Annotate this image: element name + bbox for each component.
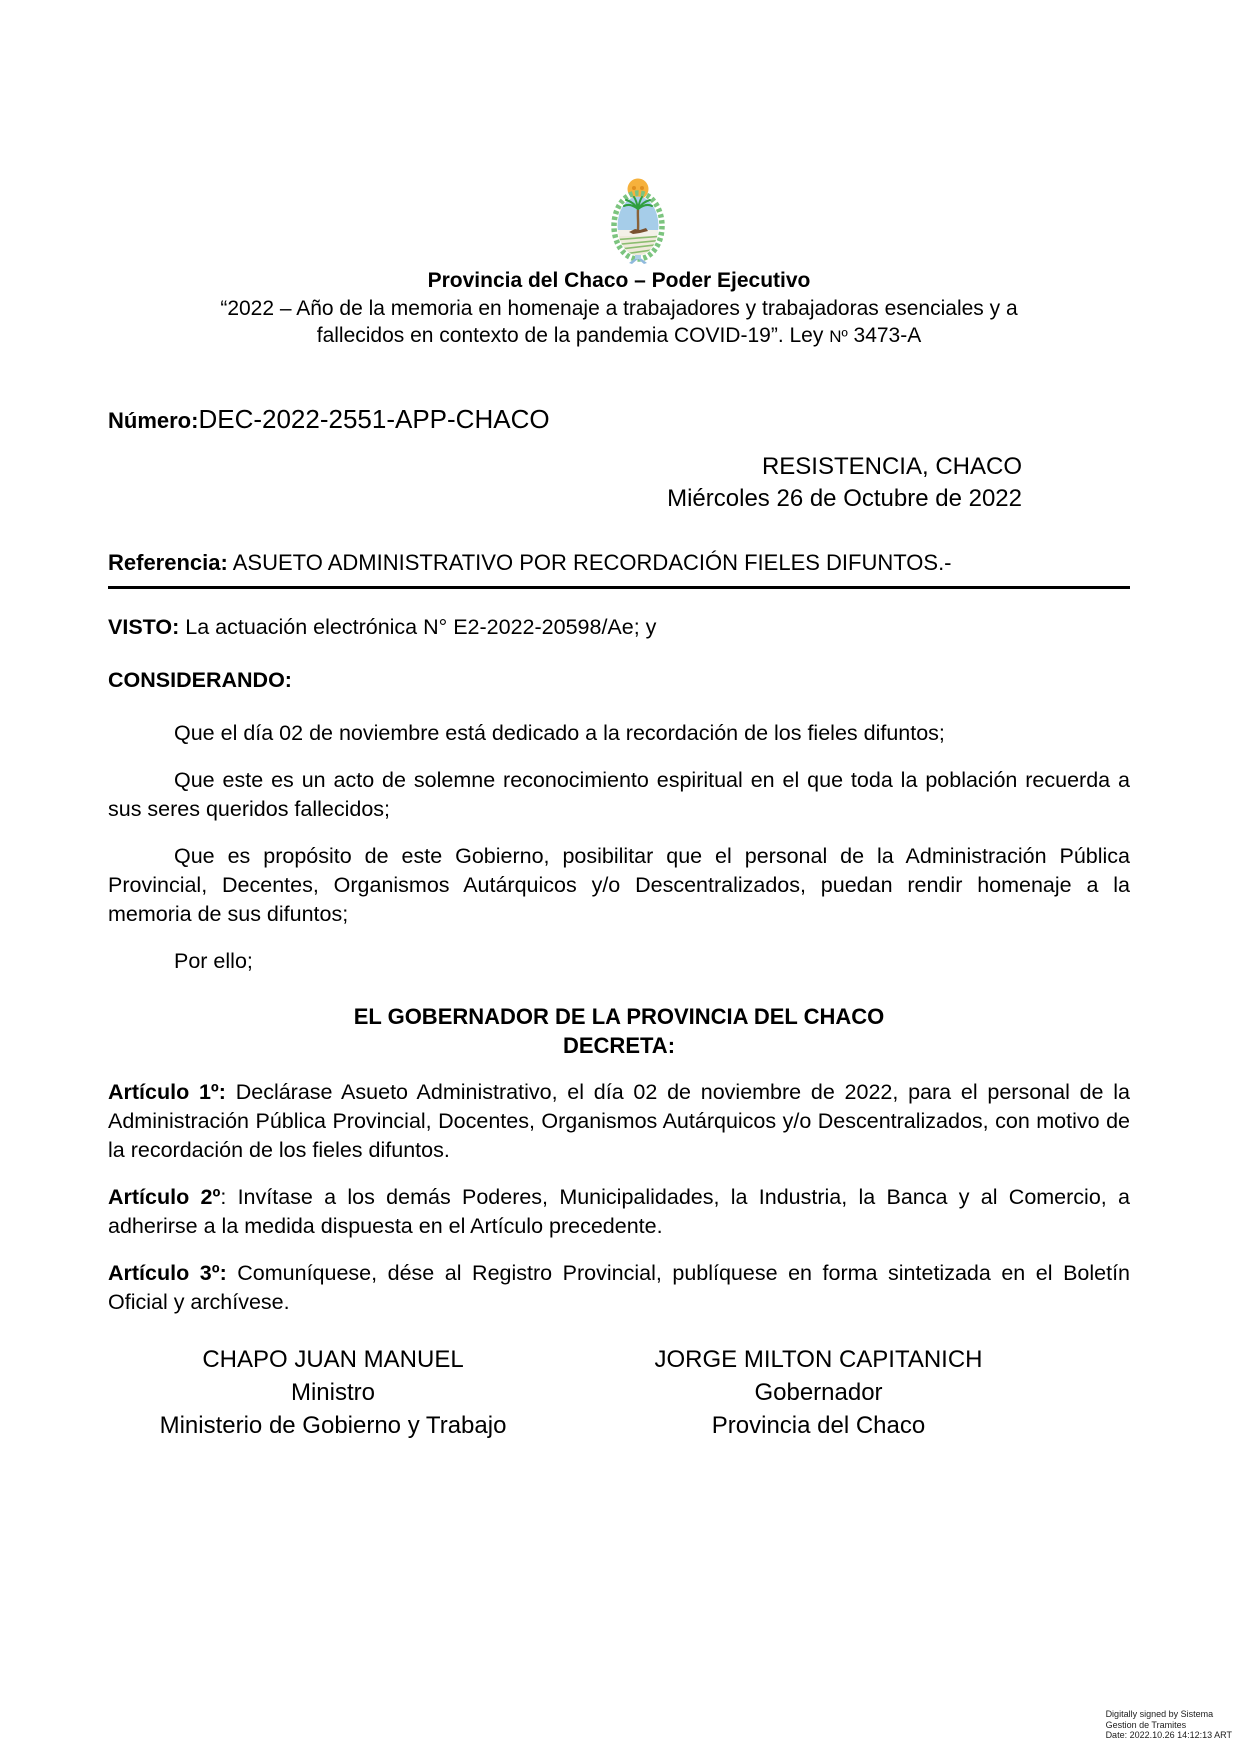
place-date-block (108, 451, 1130, 515)
digital-signature-stamp (1106, 1709, 1232, 1741)
governor-role: Gobernador (754, 1379, 883, 1406)
decree-number: DEC-2022-2551-APP-CHACO (198, 404, 550, 434)
governor-org: Provincia del Chaco (711, 1412, 926, 1439)
stamp-line1: Digitally signed by Sistema (1105, 1709, 1214, 1719)
stamp-line2: Gestion de Tramites (1105, 1719, 1187, 1730)
article-1-text: Declárase Asueto Administrativo, el día 02 de noviembre de 2022, para el personal de la Administración Pública Provincial, Docentes, Organismos Autárquicos y/o Descentralizados, con motivo de la recordación de los fieles difuntos. (108, 1080, 1130, 1162)
signature-governor (566, 1343, 1071, 1442)
por-ello-line: Por ello; (174, 949, 253, 973)
stamp-line3: Date: 2022.10.26 14:12:13 ART (1105, 1730, 1232, 1740)
considerando-paragraph-3: Que es propósito de este Gobierno, posibilitar que el personal de la Administración Pública Provincial, Decentes, Organismos Autárquicos y/o Descentralizados, puedan rendir homenaje a la memoria de sus difuntos; (108, 844, 1130, 926)
motto-ley-no: Nº (829, 327, 848, 346)
considerando-paragraph-1: Que el día 02 de noviembre está dedicado a la recordación de los fieles difuntos; (174, 721, 945, 745)
signature-block (108, 1343, 1130, 1442)
motto-line1: “2022 – Año de la memoria en homenaje a trabajadores y trabajadoras esenciales y a (220, 297, 1018, 320)
minister-name: CHAPO JUAN MANUEL (202, 1346, 464, 1373)
motto-ley-number: 3473-A (847, 324, 922, 347)
decree-heading-line2: DECRETA: (562, 1033, 676, 1058)
decree-heading-line1: EL GOBERNADOR DE LA PROVINCIA DEL CHACO (353, 1004, 885, 1029)
date-line: Miércoles 26 de Octubre de 2022 (667, 485, 1022, 512)
visto-text: La actuación electrónica N° E2-2022-20598/Ae; y (179, 615, 657, 639)
reference-label: Referencia: (108, 550, 228, 575)
header-year-motto (108, 295, 1130, 350)
considerando-label: CONSIDERANDO: (108, 668, 292, 692)
city-line: RESISTENCIA, CHACO (761, 453, 1022, 480)
numero-label: Número: (108, 408, 199, 433)
reference-row (108, 549, 1130, 589)
document-header (108, 267, 1130, 350)
article-2-text: : Invítase a los demás Poderes, Municipalidades, la Industria, la Banca y al Comercio, a adherirse a la medida dispuesta en el Artículo precedente. (108, 1185, 1130, 1238)
governor-name: JORGE MILTON CAPITANICH (654, 1346, 983, 1373)
reference-text: ASUETO ADMINISTRATIVO POR RECORDACIÓN FIELES DIFUNTOS.- (227, 550, 952, 575)
considerando-paragraph-2: Que este es un acto de solemne reconocimiento espiritual en el que toda la población recuerda a sus seres queridos fallecidos; (108, 768, 1130, 821)
article-3-text: Comuníquese, dése al Registro Provincial, publíquese en forma sintetizada en el Boletín Oficial y archívese. (108, 1261, 1131, 1314)
article-3 (108, 1259, 1130, 1317)
chaco-coat-of-arms-icon (609, 178, 667, 264)
header-title: Provincia del Chaco – Poder Ejecutivo (427, 269, 811, 292)
article-3-label: Artículo 3º: (108, 1261, 227, 1285)
article-2 (108, 1183, 1130, 1241)
visto-paragraph (108, 613, 1130, 642)
article-2-label: Artículo 2º (108, 1185, 221, 1209)
motto-line2: fallecidos en contexto de la pandemia COVID-19”. Ley (316, 324, 830, 347)
minister-role: Ministro (290, 1379, 375, 1406)
minister-org: Ministerio de Gobierno y Trabajo (159, 1412, 507, 1439)
article-1 (108, 1078, 1130, 1165)
decree-number-row (108, 402, 1130, 441)
decree-heading (108, 1002, 1130, 1060)
visto-label: VISTO: (108, 615, 180, 639)
article-1-label: Artículo 1º: (108, 1080, 226, 1104)
signature-minister (108, 1343, 558, 1442)
